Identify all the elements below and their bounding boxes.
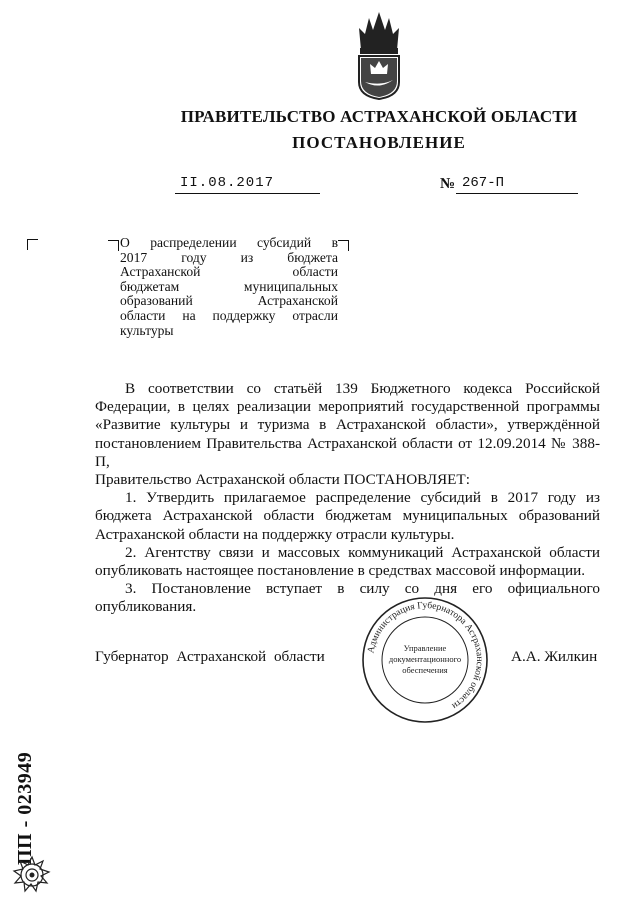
- body-line: В соответствии со статьёй 139 Бюджетного кодекса Российской: [125, 380, 600, 397]
- stamp-outer-text: Администрация Губернатора Астраханской области: [366, 600, 485, 711]
- subject-line: О распределении субсидий в: [120, 235, 338, 250]
- subject-line: Астраханской области: [120, 264, 338, 280]
- subject-line: образований Астраханской: [120, 293, 338, 309]
- subject-right-corner-mark: [338, 240, 349, 251]
- rosette-security-mark: [12, 855, 52, 895]
- item-3-paragraph: [95, 580, 600, 616]
- body-line: Правительство Астраханской области ПОСТАНОВЛЯЕТ:: [95, 471, 470, 489]
- subject-left-corner-mark: [108, 240, 119, 251]
- body-line: постановлением Правительства Астраханской области от 12.09.2014 № 388-П,: [95, 434, 600, 470]
- body-line: «Развитие культуры и туризма в Астраханской области», утверждённой: [95, 416, 600, 434]
- stamp-inner-line: документационного: [388, 654, 462, 664]
- body-line: 3. Постановление вступает в силу со дня его официального: [125, 580, 600, 598]
- resolution-heading: ПОСТАНОВЛЕНИЕ: [292, 133, 466, 152]
- signatory-title: Губернатор Астраханской области: [95, 648, 325, 665]
- subject-line: бюджетам муниципальных: [120, 278, 338, 294]
- body-line: Астраханской области на поддержку отрасли культуры.: [95, 525, 455, 543]
- stamp-inner-line: обеспечения: [402, 665, 448, 675]
- document-number: 267-П: [462, 175, 505, 191]
- body-line: опубликования.: [95, 598, 197, 616]
- body-line: Федерации, в целях реализации мероприятий государственной программы: [95, 398, 600, 416]
- official-stamp: [360, 595, 490, 725]
- side-serial-text: ПП - 023949: [14, 751, 36, 865]
- number-prefix: №: [440, 176, 456, 192]
- item-2-paragraph: [95, 544, 600, 580]
- body-line: опубликовать настоящее постановление в средствах массовой информации.: [95, 562, 586, 580]
- side-serial-code: [14, 751, 42, 865]
- subject-block: [120, 236, 338, 338]
- document-date: II.08.2017: [180, 175, 275, 191]
- stamp-inner-line: Управление: [403, 643, 447, 653]
- item-1-paragraph: [95, 489, 600, 544]
- government-heading: ПРАВИТЕЛЬСТВО АСТРАХАНСКОЙ ОБЛАСТИ: [180, 107, 578, 126]
- signatory-name: А.А. Жилкин: [511, 648, 598, 665]
- subject-line: 2017 году из бюджета: [120, 249, 338, 265]
- coat-of-arms-emblem: [351, 10, 407, 100]
- body-line: бюджета Астраханской области бюджетам муниципальных образований: [95, 507, 600, 525]
- subject-line: культуры: [120, 322, 174, 338]
- body-text: [95, 380, 600, 617]
- body-line: 2. Агентству связи и массовых коммуникаций Астраханской области: [125, 543, 600, 561]
- intro-paragraph: [95, 380, 600, 489]
- left-corner-mark: [27, 239, 38, 250]
- body-line: 1. Утвердить прилагаемое распределение субсидий в 2017 году из: [125, 489, 600, 507]
- subject-line: области на поддержку отрасли: [120, 307, 338, 323]
